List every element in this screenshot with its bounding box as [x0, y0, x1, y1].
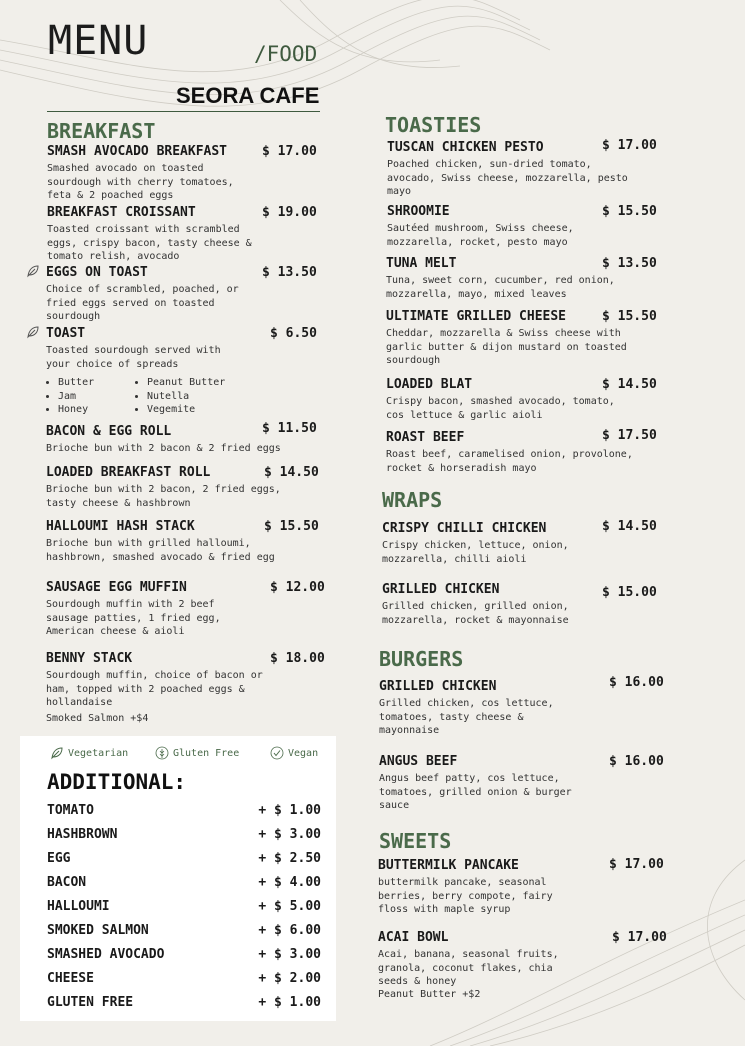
menu-item — [379, 754, 669, 813]
item-price: $ 16.00 — [609, 675, 664, 690]
item-price: $ 14.50 — [264, 465, 319, 480]
item-name: ULTIMATE GRILLED CHEESE — [386, 309, 567, 324]
addon-row — [47, 923, 321, 938]
item-name: SHROOMIE — [387, 204, 450, 219]
spread-option: • Peanut Butter — [147, 376, 225, 390]
item-description: Crispy chicken, lettuce, onion, mozzarella, chilli aioli — [382, 540, 569, 565]
item-name: BUTTERMILK PANCAKE — [378, 858, 519, 873]
item-name: TUNA MELT — [386, 256, 457, 271]
addon-price: + $ 5.00 — [258, 899, 321, 914]
sweets-heading: SWEETS — [379, 829, 452, 853]
cafe-name: SEORA CAFE — [176, 83, 320, 108]
addon-row — [47, 971, 321, 986]
addon-name: GLUTEN FREE — [47, 995, 134, 1010]
menu-item — [386, 377, 662, 422]
menu-item — [46, 265, 321, 324]
menu-item — [47, 144, 322, 203]
item-name: BREAKFAST CROISSANT — [47, 205, 196, 220]
toasties-heading: TOASTIES — [385, 113, 482, 137]
spreads-list — [46, 376, 321, 417]
item-description: Smashed avocado on toasted sourdough with cherry tomatoes, feta & 2 poached eggs — [47, 163, 234, 201]
item-description: Brioche bun with 2 bacon, 2 fried eggs, tasty cheese & hashbrown — [46, 484, 281, 509]
addon-name: HASHBROWN — [47, 827, 118, 842]
item-description: Crispy bacon, smashed avocado, tomato, cos lettuce & garlic aioli — [386, 396, 615, 421]
menu-item — [382, 582, 662, 627]
menu-item — [46, 326, 321, 417]
addon-name: SMASHED AVOCADO — [47, 947, 165, 962]
addon-price: + $ 1.00 — [258, 803, 321, 818]
menu-item — [46, 580, 328, 639]
addon-price: + $ 3.00 — [258, 947, 321, 962]
item-price: $ 13.50 — [602, 256, 657, 271]
item-name: LOADED BLAT — [386, 377, 473, 392]
header-divider — [47, 111, 320, 112]
addon-price: + $ 4.00 — [258, 875, 321, 890]
item-name: TUSCAN CHICKEN PESTO — [387, 140, 544, 155]
addon-name: BACON — [47, 875, 87, 890]
item-name: BACON & EGG ROLL — [46, 424, 172, 439]
item-description: Brioche bun with 2 bacon & 2 fried eggs — [46, 443, 281, 454]
menu-item — [387, 204, 662, 249]
addon-price: + $ 3.00 — [258, 827, 321, 842]
item-description: Sautéed mushroom, Swiss cheese, mozzarella, rocket, pesto mayo — [387, 223, 574, 248]
addon-row — [47, 875, 321, 890]
burgers-heading: BURGERS — [379, 647, 464, 671]
item-description: Angus beef patty, cos lettuce, tomatoes, grilled onion & burger sauce — [379, 773, 572, 811]
item-name: GRILLED CHICKEN — [379, 679, 497, 694]
item-price: $ 17.50 — [602, 428, 657, 443]
item-price: $ 18.00 — [270, 651, 325, 666]
addon-name: HALLOUMI — [47, 899, 110, 914]
menu-item — [47, 205, 322, 264]
addon-name: TOMATO — [47, 803, 94, 818]
item-name: SMASH AVOCADO BREAKFAST — [47, 144, 228, 159]
item-price: $ 17.00 — [612, 930, 667, 945]
item-price: $ 11.50 — [262, 421, 317, 436]
menu-item — [386, 430, 662, 475]
spread-option: • Butter — [58, 376, 123, 390]
addon-price: + $ 2.00 — [258, 971, 321, 986]
item-name: SAUSAGE EGG MUFFIN — [46, 580, 187, 595]
item-description: Grilled chicken, cos lettuce, tomatoes, tasty cheese & mayonnaise — [379, 698, 554, 736]
item-name: LOADED BREAKFAST ROLL — [46, 465, 211, 480]
menu-item — [46, 421, 321, 456]
item-price: $ 15.50 — [602, 309, 657, 324]
addon-price: + $ 2.50 — [258, 851, 321, 866]
item-description: Brioche bun with grilled halloumi, hashbrown, smashed avocado & fried egg — [46, 538, 275, 563]
addon-row — [47, 995, 321, 1010]
addon-name: EGG — [47, 851, 71, 866]
item-name: EGGS ON TOAST — [46, 265, 148, 280]
item-description: Choice of scrambled, poached, or fried eggs served on toasted sourdough — [46, 284, 239, 322]
addon-row — [47, 803, 321, 818]
item-price: $ 15.00 — [602, 585, 657, 600]
addon-price: + $ 6.00 — [258, 923, 321, 938]
item-description: Tuna, sweet corn, cucumber, red onion, mozzarella, mayo, mixed leaves — [386, 275, 615, 300]
legend-label: Gluten Free — [173, 747, 240, 759]
item-name: CRISPY CHILLI CHICKEN — [382, 521, 547, 536]
menu-item — [46, 465, 326, 510]
item-price: $ 19.00 — [262, 205, 317, 220]
menu-item — [378, 930, 670, 1000]
addon-name: CHEESE — [47, 971, 94, 986]
menu-item — [46, 519, 326, 564]
item-price: $ 12.00 — [270, 580, 325, 595]
vegetarian-leaf-icon — [50, 746, 64, 760]
menu-title: MENU — [48, 18, 149, 64]
wraps-heading: WRAPS — [382, 488, 443, 512]
item-description: Cheddar, mozzarella & Swiss cheese with garlic butter & dijon mustard on toasted sourdough — [386, 328, 627, 366]
addon-row — [47, 947, 321, 962]
addon-price: + $ 1.00 — [258, 995, 321, 1010]
menu-item — [46, 651, 328, 724]
spread-option: • Jam — [58, 390, 123, 404]
spread-option: • Vegemite — [147, 403, 225, 417]
item-description: Sourdough muffin with 2 beef sausage patties, 1 fried egg, American cheese & aioli — [46, 599, 221, 637]
item-name: ANGUS BEEF — [379, 754, 458, 769]
vegetarian-leaf-icon — [26, 264, 40, 278]
item-description: Grilled chicken, grilled onion, mozzarella, rocket & mayonnaise — [382, 601, 569, 626]
vegetarian-leaf-icon — [26, 325, 40, 339]
addon-row — [47, 899, 321, 914]
spread-option: • Honey — [58, 403, 123, 417]
item-price: $ 16.00 — [609, 754, 664, 769]
legend-gluten-free — [155, 746, 239, 760]
item-name: ACAI BOWL — [378, 930, 449, 945]
breakfast-heading: BREAKFAST — [47, 119, 156, 143]
item-price: $ 17.00 — [602, 138, 657, 153]
item-price: $ 15.50 — [264, 519, 319, 534]
addon-name: SMOKED SALMON — [47, 923, 149, 938]
item-name: HALLOUMI HASH STACK — [46, 519, 195, 534]
item-name: GRILLED CHICKEN — [382, 582, 500, 597]
item-price: $ 17.00 — [609, 857, 664, 872]
item-addon-note: Smoked Salmon +$4 — [46, 712, 149, 724]
additional-heading: ADDITIONAL: — [47, 770, 187, 794]
menu-item — [379, 675, 669, 738]
menu-item — [382, 521, 662, 566]
item-price: $ 17.00 — [262, 144, 317, 159]
item-price: $ 14.50 — [602, 377, 657, 392]
item-price: $ 13.50 — [262, 265, 317, 280]
item-name: ROAST BEEF — [386, 430, 465, 445]
addon-row — [47, 827, 321, 842]
menu-item — [386, 309, 662, 368]
item-description: Toasted sourdough served with your choice of spreads — [46, 345, 221, 370]
legend-label: Vegan — [288, 747, 319, 759]
menu-item — [386, 256, 662, 301]
menu-item — [378, 858, 670, 917]
item-name: TOAST — [46, 326, 86, 341]
item-description: Toasted croissant with scrambled eggs, crispy bacon, tasty cheese & tomato relish, avocado — [47, 224, 252, 262]
legend-label: Vegetarian — [68, 747, 129, 759]
additional-panel — [20, 736, 336, 1021]
menu-item — [387, 140, 662, 199]
item-addon-note: Peanut Butter +$2 — [378, 988, 481, 1000]
menu-subtitle: /FOOD — [254, 42, 318, 66]
item-description: Acai, banana, seasonal fruits, granola, coconut flakes, chia seeds & honey — [378, 949, 559, 987]
legend-vegetarian — [50, 746, 128, 760]
item-description: Roast beef, caramelised onion, provolone, rocket & horseradish mayo — [386, 449, 633, 474]
item-price: $ 15.50 — [602, 204, 657, 219]
item-description: buttermilk pancake, seasonal berries, berry compote, fairy floss with maple syrup — [378, 877, 553, 915]
vegan-check-icon — [270, 746, 284, 760]
item-description: Sourdough muffin, choice of bacon or ham, topped with 2 poached eggs & hollandaise — [46, 670, 263, 708]
item-name: BENNY STACK — [46, 651, 133, 666]
spread-option: • Nutella — [147, 390, 225, 404]
item-description: Poached chicken, sun-dried tomato, avocado, Swiss cheese, mozzarella, pesto mayo — [387, 159, 628, 197]
item-price: $ 14.50 — [602, 519, 657, 534]
wheat-icon — [155, 746, 169, 760]
legend-vegan — [270, 746, 318, 760]
addon-row — [47, 851, 321, 866]
item-price: $ 6.50 — [270, 326, 317, 341]
